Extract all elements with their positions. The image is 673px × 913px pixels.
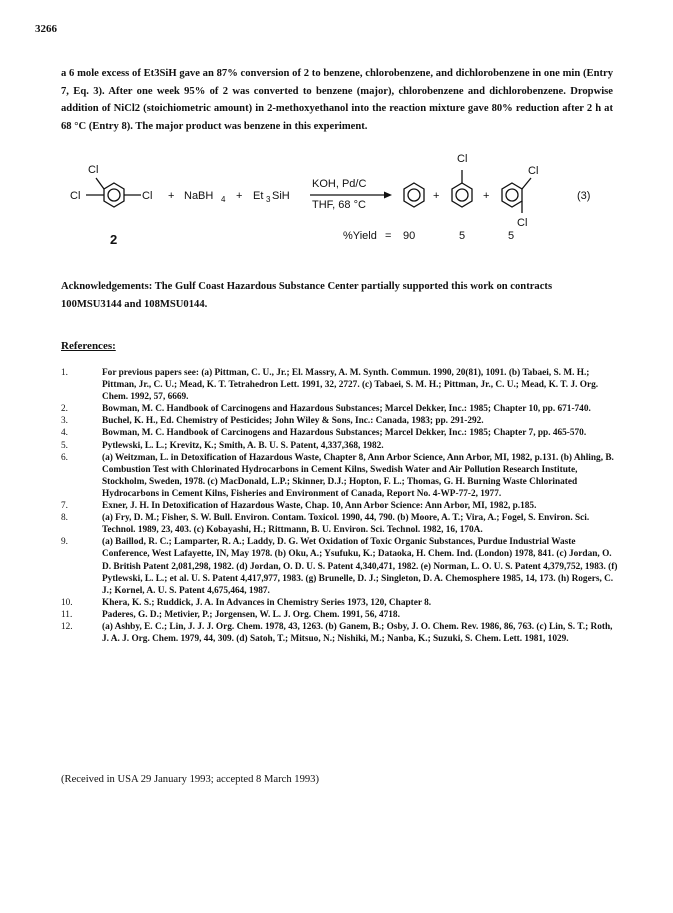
reactant-cl-left: Cl [70,190,81,202]
reference-number: 3. [61,416,68,427]
reference-text: Paderes, G. D.; Metivier, P.; Jorgensen, W. L. J. Org. Chem. 1991, 56, 4718. [102,609,400,620]
reference-text: (a) Weitzman, L. in Detoxification of Hazardous Waste, Chapter 8, Ann Arbor Science, Ann Arbor, MI, 1982, p.131. (b) Ahling, B. Combustion Test with Chlorinated Hydrocarbons in Cement Kilns, Swedish Water and Air Pollution Research Institute, Stockholm, Sweden, 1978. (c) MacDonald, L.P.; Skinner, D.J.; Hopton, F. L.; Thomas, G. H. Burning Waste Chlorinated Hydrocarbons in Cement Kilns, Fisheries and Environment of Canada, Report No. 4-WP-77-2, 1977. [102,452,614,499]
plus-2: + [236,190,243,202]
reference-number: 2. [61,404,68,415]
reference-item [61,500,621,512]
reference-text: Bowman, M. C. Handbook of Carcinogens and Hazardous Substances; Marcel Dekker, Inc.: 1985; Chapter 7, pp. 465-570. [102,428,587,439]
product-dichlorobenzene-cl-top: Cl [528,165,539,177]
reference-item [61,621,621,645]
reference-number: 5. [61,440,68,451]
yield-dichlorobenzene: 5 [508,230,515,242]
reactant-cl-top: Cl [88,164,99,176]
reference-text: Exner, J. H. In Detoxification of Hazardous Waste, Chap. 10, Ann Arbor Science: Ann Arbor, MI, 1982, p.185. [102,501,537,512]
reference-text: Pytlewski, L. L.; Krevitz, K.; Smith, A. B. U. S. Patent, 4,337,368, 1982. [102,440,384,451]
compound-number: 2 [110,232,118,247]
product-dichlorobenzene-cl-bottom: Cl [517,217,528,229]
reference-number: 12. [61,621,73,632]
page-number: 3266 [35,23,57,35]
reactant-cl-right: Cl [142,190,153,202]
reagent-silane-subscript: 3 [266,195,271,204]
product-dichlorobenzene [502,178,531,213]
reference-item [61,452,621,500]
references-list [61,367,621,645]
reference-item [61,403,621,415]
reference-text: Buchel, K. H., Ed. Chemistry of Pesticides; John Wiley & Sons, Inc.: Canada, 1983; pp. 291-292. [102,416,484,427]
reference-number: 6. [61,452,68,463]
product-chlorobenzene [452,170,472,207]
reference-text: (a) Ashby, E. C.; Lin, J. J. J. Org. Chem. 1978, 43, 1263. (b) Ganem, B.; Osby, J. O. Chem. Rev. 1986, 86, 763. (c) Lin, S. T.; Roth, J. A. J. Org. Chem. 1979, 44, 309. (d) Satoh, T.; Mitsuo, N.; Nishiki, M.; Nanba, K.; Suzuki, S. Chem. Lett. 1981, 1029. [102,621,613,645]
conditions-top: KOH, Pd/C [312,178,367,190]
yield-equals: = [385,230,392,242]
reaction-scheme [40,148,660,248]
reagent-et: Et [253,190,264,202]
reference-number: 1. [61,368,68,378]
reference-item [61,536,621,596]
yield-benzene: 90 [403,230,416,242]
yield-chlorobenzene: 5 [459,230,466,242]
reference-number: 9. [61,537,68,548]
reference-item [61,440,621,452]
plus-3: + [433,190,440,202]
acknowledgements [61,278,613,313]
reagent-nabh: NaBH [184,190,214,202]
reference-item [61,609,621,621]
reference-text: For previous papers see: (a) Pittman, C. U., Jr.; El. Massry, A. M. Synth. Commun. 1990, 20(81), 1091. (b) Tabaei, S. M. H.; Pittman, Jr., C. U.; Mead, K. T. Tetrahedron Lett. 1991, 32, 2727. (c) Tabaei, S. M. H.; Pittman, Jr., C. U.; Mead, K. T. J. Org. Chem. 1992, 57, 6669. [102,368,599,403]
reaction-scheme-svg [40,148,660,248]
reference-number: 4. [61,428,68,439]
plus-4: + [483,190,490,202]
reference-item [61,367,621,403]
reagent-nabh4-subscript: 4 [221,195,226,204]
reference-number: 7. [61,501,68,512]
acknowledgements-text: The Gulf Coast Hazardous Substance Center partially supported this work on contracts 100MSU3144 and 108MSU0144. [61,281,553,310]
plus-1: + [168,190,175,202]
equation-number: (3) [577,190,591,202]
reference-number: 11. [61,609,73,620]
reaction-arrow-head [384,192,392,199]
reference-item [61,512,621,536]
reactant-trichlorobenzene [86,178,141,207]
reference-item [61,415,621,427]
reference-text: (a) Baillod, R. C.; Lamparter, R. A.; Laddy, D. G. Wet Oxidation of Toxic Organic Substances, Purdue Industrial Waste Conference, West Lafayette, IN, May 1978. (b) Oku, A.; Ysufuku, K.; Dataoka, H. Chem. Ind. (London) 1978, 841. (c) Jordan, O. D. British Patent 2,081,298, 1982. (d) Jordan, O. D. U. S. Patent 4,340,471, 1982. (e) Norman, L. O. U. S. Patent 4,379,752, 1983. (f) Pytlewski, L. L.; et al. U. S. Patent 4,417,977, 1983. (g) Brunelle, D. J.; Singleton, D. A. Chemosphere 1985, 14, 173. (h) Rogers, C. J.; Kornel, A. U. S. Patent 4,675,464, 1987. [102,537,618,596]
product-benzene [404,183,424,207]
reference-number: 8. [61,513,68,524]
yield-label: %Yield [343,230,377,242]
product-chlorobenzene-cl: Cl [457,153,468,165]
reference-item [61,427,621,439]
reference-item [61,597,621,609]
reference-text: Khera, K. S.; Ruddick, J. A. In Advances in Chemistry Series 1973, 120, Chapter 8. [102,597,432,608]
reagent-sih: SiH [272,190,290,202]
intro-paragraph: a 6 mole excess of Et3SiH gave an 87% conversion of 2 to benzene, chlorobenzene, and dichlorobenzene in one min (Entry 7, Eq. 3). After one week 95% of 2 was converted to benzene (major), chlorobenzene and dichlorobenzene. Dropwise addition of NiCl2 (stoichiometric amount) in 2-methoxyethanol into the reaction mixture gave 80% reduction after 2 h at 68 °C (Entry 8). The major product was benzene in this experiment. [61,68,613,132]
acknowledgements-label: Acknowledgements: [61,281,153,292]
reference-text: Bowman, M. C. Handbook of Carcinogens and Hazardous Substances; Marcel Dekker, Inc.: 1985; Chapter 10, pp. 671-740. [102,404,591,415]
received-note: (Received in USA 29 January 1993; accepted 8 March 1993) [61,774,319,785]
reference-number: 10. [61,597,73,608]
conditions-bottom: THF, 68 °C [312,199,366,211]
reference-text: (a) Fry, D. M.; Fisher, S. W. Bull. Environ. Contam. Toxicol. 1990, 44, 790. (b) Moore, A. T.; Vira, A.; Fogel, S. Environ. Sci. Technol. 1989, 23, 403. (c) Kobayashi, H.; Rittmann, B. U. Environ. Sci. Technol. 1982, 16, 170A. [102,513,590,536]
references-heading: References: [61,340,116,352]
